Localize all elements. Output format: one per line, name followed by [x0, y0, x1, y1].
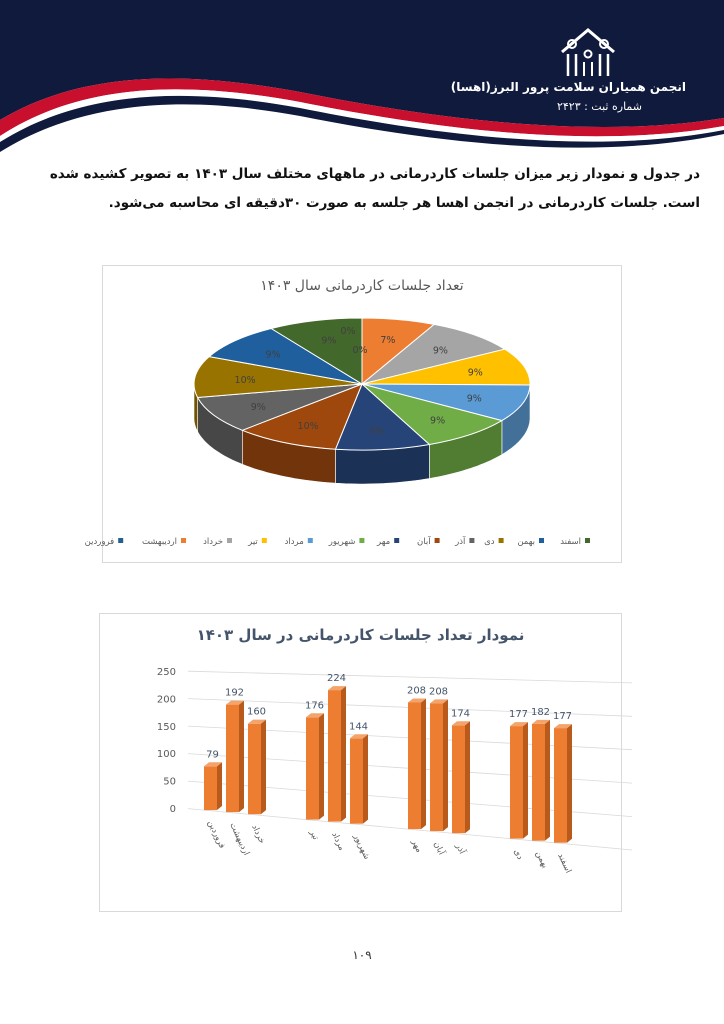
- pie-legend-label-3: تیر: [248, 537, 258, 547]
- pie-legend-swatch-3: [262, 538, 267, 543]
- pie-legend-swatch-9: [499, 538, 504, 543]
- bar-1: [225, 688, 244, 813]
- pie-legend-item-5: [328, 537, 365, 547]
- bar-7: [429, 686, 448, 831]
- pie-legend-label-7: آبان: [417, 537, 431, 547]
- bar-side-1: [239, 701, 244, 812]
- pie-legend-swatch-1: [181, 538, 186, 543]
- pie-legend-item-11: [560, 537, 590, 547]
- pie-pct-label-4: 9%: [466, 393, 482, 405]
- bar-value-label-4: 224: [326, 673, 347, 685]
- bar-10: [531, 707, 550, 841]
- pie-pct-label-9: 10%: [234, 374, 256, 386]
- bar-front-6: [408, 703, 421, 830]
- org-name: انجمن همیاران سلامت پرور البرز(اهسا): [450, 80, 686, 94]
- bar-front-4: [328, 690, 341, 822]
- bar-side-2: [261, 720, 266, 815]
- bar-front-0: [204, 766, 217, 810]
- bar-side-3: [319, 713, 324, 819]
- pie-legend-swatch-4: [308, 538, 313, 543]
- bar-category-label-3: تیر: [307, 828, 321, 842]
- bar-value-label-10: 182: [530, 706, 551, 718]
- bar-4: [327, 673, 346, 822]
- bar-category-label-0: فروردین: [205, 819, 227, 851]
- pie-pct-label-8: 9%: [250, 401, 266, 413]
- pie-legend-label-10: بهمن: [517, 537, 535, 547]
- bar-ytick-2: 100: [156, 749, 176, 761]
- registration-number: شماره ثبت : ۲۴۲۳: [556, 100, 642, 113]
- pie-legend-label-2: خرداد: [203, 537, 223, 547]
- bar-9: [509, 709, 528, 839]
- bar-front-8: [452, 725, 465, 833]
- pie-pct-label-3: 9%: [467, 367, 483, 379]
- pie-legend-item-10: [517, 537, 544, 547]
- pie-chart-title: تعداد جلسات کاردرمانی سال ۱۴۰۳: [260, 278, 464, 294]
- pie-pct-label-11: 9%: [321, 335, 337, 347]
- pie-legend-label-6: مهر: [377, 537, 391, 547]
- bar-category-label-6: مهر: [409, 838, 424, 855]
- bar-side-0: [217, 762, 222, 810]
- bar-front-5: [350, 738, 363, 823]
- pie-legend-label-4: مرداد: [284, 537, 304, 547]
- pie-legend-swatch-8: [469, 538, 474, 543]
- bar-value-label-5: 144: [348, 721, 369, 733]
- pie-legend-label-1: اردیبهشت: [141, 537, 177, 547]
- bar-chart-canvas: [100, 614, 621, 911]
- bar-0: [204, 749, 222, 810]
- intro-paragraph: در جدول و نمودار زیر میزان جلسات کاردرمانی در ماههای مختلف سال ۱۴۰۳ به تصویر کشیده شده است. جلسات کاردرمانی در انجمن اهسا هر جلسه به صورت ۳۰دقیقه ای محاسبه می‌شود.: [49, 166, 700, 211]
- bar-ytick-1: 50: [163, 776, 176, 788]
- bar-category-label-5: شهریور: [351, 832, 372, 862]
- pie-legend-swatch-0: [118, 538, 123, 543]
- pie-chart-canvas: [84, 266, 621, 562]
- bar-11: [553, 711, 572, 843]
- bar-3: [305, 700, 324, 819]
- bar-value-label-7: 208: [428, 686, 449, 698]
- bar-ytick-5: 250: [156, 667, 176, 678]
- bar-side-10: [545, 720, 550, 841]
- pie-legend-item-0: [85, 537, 124, 547]
- pie-pct-label-2: 9%: [432, 345, 448, 357]
- bar-category-label-4: مرداد: [329, 830, 347, 853]
- pie-legend-swatch-5: [359, 538, 364, 543]
- pie-pct-label-5: 9%: [430, 415, 446, 427]
- bar-value-label-9: 177: [508, 709, 529, 721]
- bar-category-label-7: آبان: [431, 840, 447, 857]
- pie-legend-item-9: [484, 537, 503, 547]
- bar-side-7: [443, 699, 448, 831]
- bar-front-1: [226, 705, 239, 813]
- pie-legend-swatch-10: [539, 538, 544, 543]
- bar-side-6: [421, 699, 426, 830]
- bar-category-label-2: خرداد: [249, 823, 267, 846]
- bar-chart-title: نمودار تعداد جلسات کاردرمانی در سال ۱۴۰۳: [196, 626, 525, 644]
- pie-legend-item-1: [142, 537, 186, 547]
- pie-legend-item-7: [417, 535, 440, 547]
- pie-pct-label-6: 9%: [369, 425, 385, 437]
- pie-legend-label-5: شهریور: [328, 537, 356, 547]
- bar-ytick-3: 150: [156, 721, 176, 733]
- bar-category-label-10: بهمن: [533, 849, 550, 870]
- bar-value-label-11: 177: [552, 711, 573, 723]
- bar-side-11: [567, 724, 572, 843]
- bar-side-4: [341, 686, 346, 822]
- pie-legend-item-6: [376, 537, 399, 547]
- bar-side-9: [523, 722, 528, 839]
- page-header: [0, 0, 724, 170]
- pie-legend-item-3: [247, 537, 267, 547]
- pie-pct-label-0: 0%: [340, 325, 356, 337]
- bar-side-8: [465, 721, 470, 833]
- page-number: ۱۰۹: [352, 948, 372, 962]
- bar-category-label-1: اردیبهشت: [227, 821, 252, 858]
- pie-pct-label-7: 10%: [297, 421, 319, 433]
- pie-legend-swatch-11: [585, 538, 590, 543]
- bar-value-label-2: 160: [246, 706, 267, 718]
- bar-front-2: [248, 724, 261, 815]
- pie-legend-swatch-2: [227, 538, 232, 543]
- pie-extra-label-0: 0%: [352, 345, 368, 356]
- pie-legend-label-11: اسفند: [560, 537, 581, 547]
- bar-ytick-4: 200: [156, 694, 176, 706]
- pie-legend-label-8: آذر: [455, 537, 466, 547]
- pie-legend-item-2: [203, 537, 232, 547]
- bar-ytick-0: 0: [169, 804, 176, 815]
- pie-side-6: [336, 445, 430, 485]
- bar-gridline-5: [188, 671, 632, 683]
- pie-legend-item-4: [285, 537, 313, 547]
- bar-category-label-8: آذر: [453, 842, 467, 856]
- bar-front-7: [430, 703, 443, 831]
- bar-front-3: [306, 717, 319, 819]
- bar-2: [247, 707, 266, 815]
- pie-legend-swatch-7: [435, 538, 440, 543]
- pie-legend-item-8: [454, 535, 474, 547]
- bar-value-label-0: 79: [206, 749, 219, 761]
- pie-pct-label-10: 9%: [265, 349, 281, 361]
- bar-category-label-9: دی: [511, 847, 525, 862]
- bar-value-label-1: 192: [224, 687, 245, 699]
- bar-front-11: [554, 728, 567, 843]
- pie-legend-label-9: دی: [484, 537, 495, 547]
- pie-legend-swatch-6: [394, 538, 399, 543]
- bar-value-label-3: 176: [304, 700, 325, 712]
- bar-6: [407, 686, 426, 830]
- bar-chart: [99, 613, 622, 912]
- bar-value-label-8: 174: [450, 708, 471, 720]
- family-house-icon: [556, 24, 620, 80]
- bar-category-label-11: اسفند: [555, 851, 574, 875]
- pie-legend-label-0: فروردین: [84, 537, 115, 547]
- bar-5: [349, 721, 368, 823]
- pie-chart: [84, 265, 622, 563]
- bar-side-5: [363, 734, 368, 823]
- bar-front-9: [510, 726, 523, 839]
- bar-value-label-6: 208: [406, 685, 427, 697]
- bar-8: [451, 708, 470, 833]
- pie-pct-label-1: 7%: [380, 334, 396, 346]
- bar-front-10: [532, 724, 545, 841]
